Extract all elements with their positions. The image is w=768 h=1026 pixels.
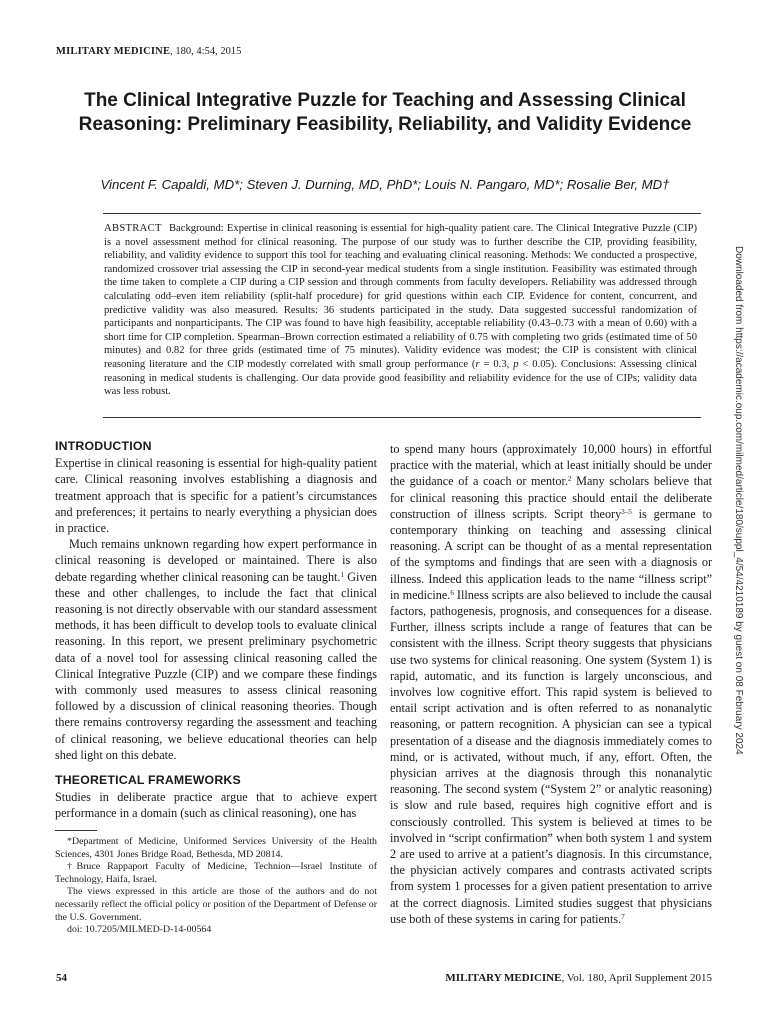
stat-r: r — [475, 358, 480, 370]
theory-paragraph-1: Studies in deliberate practice argue that to achieve expert performance in a domain (such as clinical reasoning), one has — [55, 790, 377, 821]
reference-6[interactable]: 6 — [450, 588, 454, 597]
theoretical-frameworks-heading: THEORETICAL FRAMEWORKS — [55, 773, 241, 788]
article-title: The Clinical Integrative Puzzle for Teaching and Assessing Clinical Reasoning: Preliminary Feasibility, Reliability, and Validity Evidence — [78, 90, 692, 135]
left-column — [55, 438, 377, 822]
footnotes — [55, 836, 377, 937]
page-number: 54 — [56, 972, 67, 984]
right-text-c: is germane to contemporary thinking on teaching and assessing clinical reasoning. A script can be thought of as a mental representation of the symptoms and findings that are seen with a diagnosis or illness. Indeed this application leads to the name “illness script” in medicine. — [390, 506, 712, 602]
citation-details: , 180, 4:54, 2015 — [170, 46, 242, 57]
right-text-b: Many scholars believe that for clinical reasoning this practice should entail the deliberate construction of illness scripts. Script theory — [390, 474, 712, 521]
footnote-affiliation-1: *Department of Medicine, Uniformed Services University of the Health Sciences, 4301 Jones Bridge Road, Bethesda, MD 20814. — [55, 836, 377, 860]
right-column — [390, 441, 712, 927]
abstract — [104, 222, 697, 399]
footnote-rule — [55, 830, 97, 831]
intro-paragraph-2 — [55, 536, 377, 763]
journal-name: MILITARY MEDICINE — [56, 46, 171, 57]
introduction-heading: INTRODUCTION — [55, 439, 152, 453]
right-text-d: Illness scripts are also believed to include the causal factors, pathogenesis, prognosis, and consequences for a disease. Further, illness scripts include a range of features that can be consistent with the illness. Script theory suggests that physicians use two systems for clinical reasoning. One system (System 1) is rapid, automatic, and its function is largely unconscious, and involves low cognitive effort. This rapid system is believed to entail script activation and is often referred to as nonanalytic reasoning, or pattern recognition. A physician can see a typical presentation of a disease and the diagnosis immediately comes to mind, or is activated, without much, if any, effort. Often, the physician arrives at the diagnosis through this nonanalytic reasoning. The second system (“System 2” or analytic reasoning) is slow and rule based, requires high cognitive effort and is consciously controlled. This system is believed at times to be involved in “script confirmation” when both system 1 and system 2 are used to arrive at a patient’s diagnosis. In this circumstance, the physician actively compares and contrasts activated scripts from system 1 processes for a given patient presentation to arrive at the correct diagnosis. Limited studies suggest that physicians use both of these systems in caring for patients. — [390, 587, 712, 926]
theory-paragraph-continued — [390, 441, 712, 927]
stat-r-value: = 0.3, — [479, 358, 514, 370]
footnote-affiliation-2: †Bruce Rappaport Faculty of Medicine, Technion—Israel Institute of Technology, Haifa, Israel. — [55, 861, 377, 885]
intro-paragraph-1: Expertise in clinical reasoning is essential for high-quality patient care. Clinical reasoning involves establishing a diagnosis and treatment approach that is specific for a patient’s circumstances and preferences; it pertains to nearly everything a physician does in practice. — [55, 456, 377, 536]
stat-p: p — [513, 358, 519, 370]
abstract-text-a: Background: Expertise in clinical reasoning is essential for high-quality patient care. The Clinical Integrative Puzzle (CIP) is a novel assessment method for clinical reasoning. The purpose of our study was to further describe the CIP, providing feasibility, reliability, and validity evidence to support this tool for teaching and evaluating clinical reasoning. Methods: We conducted a prospective, randomized crossover trial assessing the CIP in second-year medical students from a single institution. Feasibility was estimated through the time taken to complete a CIP during a CIP session and through comments from faculty developers. Reliability was addressed through calculating odd–even item reliability (split-half procedure) for grid questions within each CIP. Evidence for content, concurrent, and predictive validity was also measured. Results: 36 students participated in the study. Data suggested successful randomization of participants and nonparticipants. The CIP was found to have high feasibility, acceptable reliability (0.43–0.73 with a mean of 0.60) with a short time for CIP completion. Spearman–Brown correction estimated a reliability of 0.75 with completing two grids (estimated time of 50 minutes) and 0.82 for three grids (estimated time of 75 minutes). Validity evidence was modest; the CIP is consistent with clinical reasoning literature and the CIP modestly correlated with small group performance ( — [104, 223, 697, 370]
reference-7[interactable]: 7 — [621, 912, 625, 921]
abstract-label: ABSTRACT — [104, 223, 162, 234]
footer-journal-name: MILITARY MEDICINE — [445, 972, 562, 984]
footnote-doi[interactable]: doi: 10.7205/MILMED-D-14-00564 — [67, 924, 212, 936]
footnote-disclaimer: The views expressed in this article are those of the authors and do not necessarily reflect the official policy or position of the Department of Defense or the U.S. Government. — [55, 886, 377, 923]
journal-citation — [56, 46, 241, 57]
abstract-bottom-rule — [103, 417, 701, 418]
right-text-a: to spend many hours (approximately 10,000 hours) in effortful practice with the material, which at least initially should be under the guidance of a coach or mentor. — [390, 442, 712, 489]
running-footer — [445, 972, 712, 984]
abstract-top-rule — [103, 213, 701, 214]
download-note[interactable]: Downloaded from https://academic.oup.com/milmed/article/180/suppl_4/54/4210189 by guest on 08 February 2024 — [733, 246, 744, 755]
intro-p2-text-a: Much remains unknown regarding how expert performance in clinical reasoning is developed or maintained. There is also debate regarding whether clinical reasoning can be taught. — [55, 537, 377, 584]
footer-issue: , Vol. 180, April Supplement 2015 — [561, 972, 712, 984]
reference-1[interactable]: 1 — [340, 570, 344, 579]
intro-p2-text-b: Given these and other challenges, to include the fact that clinical reasoning is not directly observable with our standard assessment methods, it has been difficult to develop tools to evaluate clinical reasoning. In this report, we present preliminary psychometric data of a novel tool for assessing clinical reasoning called the Clinical Integrative Puzzle (CIP) and we compare these findings with commonly used measures to assess clinical reasoning followed by a discussion of clinical reasoning theories. Though there remains controversy regarding the assessment and teaching of clinical reasoning, we believe educational theories can help shed light on this debate. — [55, 569, 377, 762]
reference-3-5[interactable]: 3–5 — [621, 507, 632, 516]
reference-2[interactable]: 2 — [567, 475, 572, 484]
author-list: Vincent F. Capaldi, MD*; Steven J. Durning, MD, PhD*; Louis N. Pangaro, MD*; Rosalie Ber, MD† — [100, 177, 670, 192]
download-sidebar — [733, 246, 751, 1026]
abstract-text-b: < 0.05). Conclusions: Assessing clinical reasoning in medical students is challenging. Our data provide good feasibility and reliability evidence for the use of CIPs; validity data was less robust. — [104, 358, 698, 398]
